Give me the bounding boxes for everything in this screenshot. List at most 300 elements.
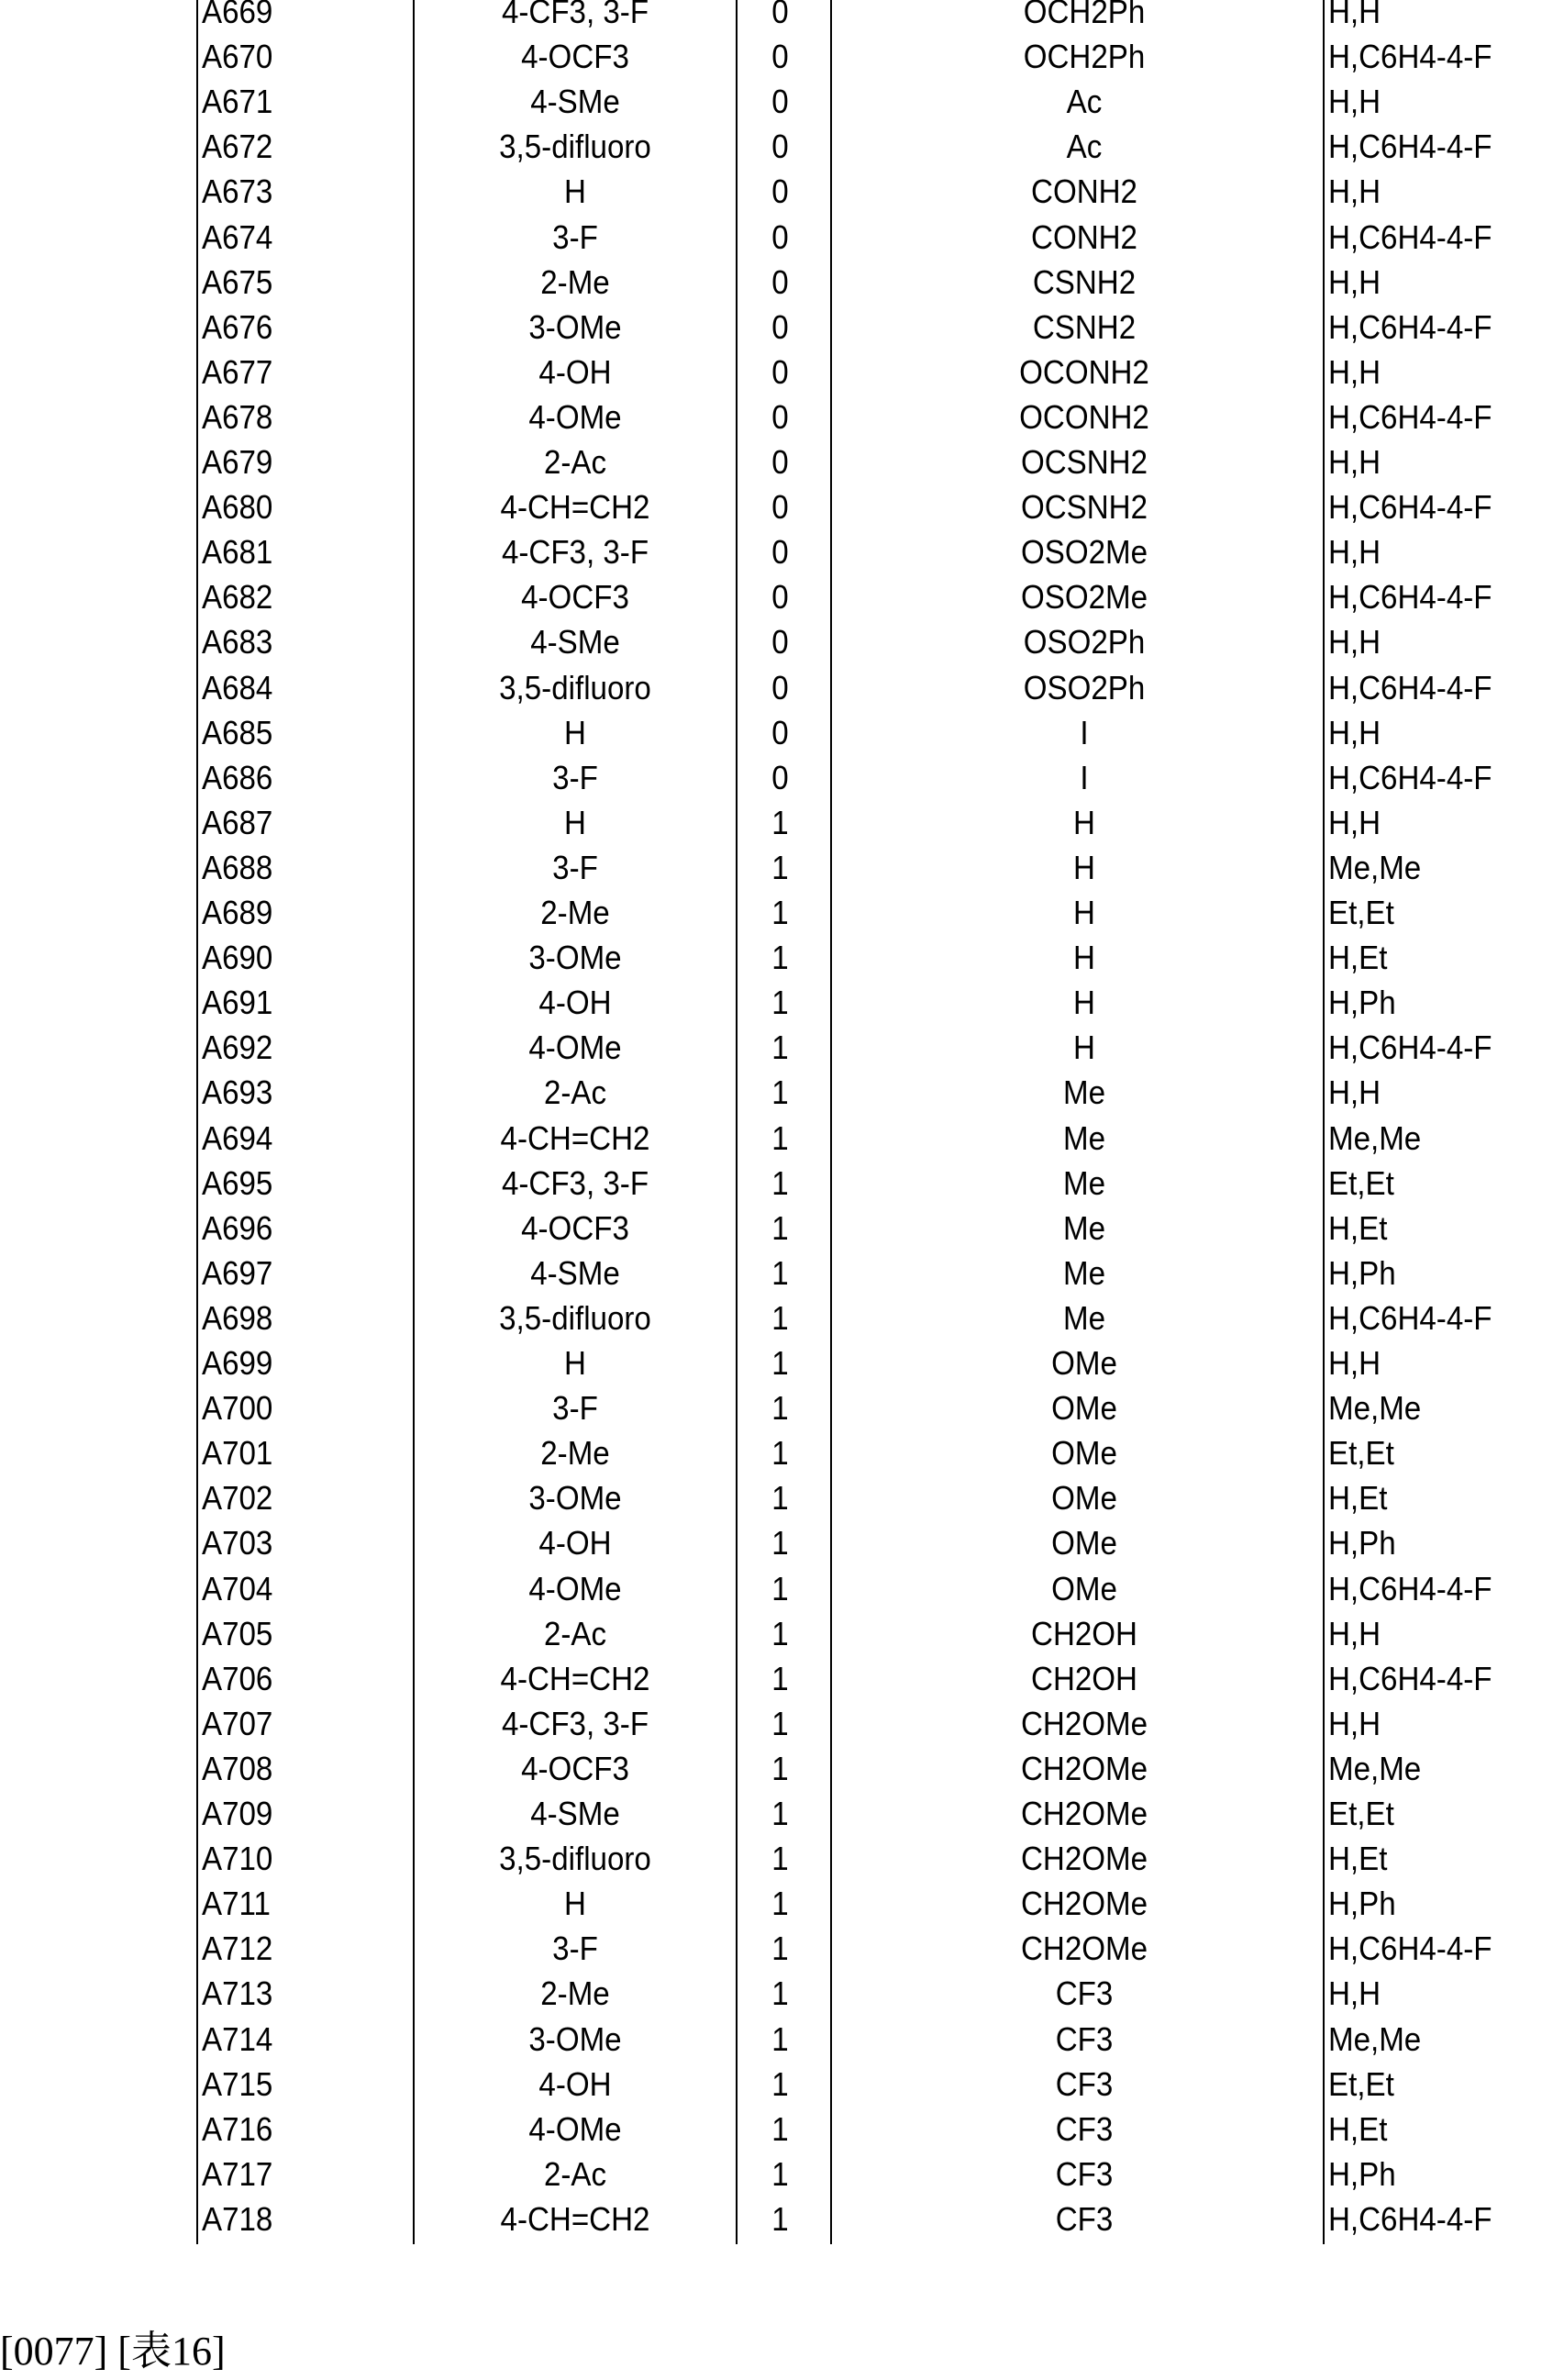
r-pair-cell: H,H: [1328, 529, 1381, 574]
r-pair-cell: H,Et: [1328, 1475, 1387, 1520]
substituent-cell: 2-Me: [427, 1430, 724, 1475]
substituent-cell: 3-F: [427, 215, 724, 260]
r-group-cell: OMe: [853, 1430, 1315, 1475]
r-group-cell: OCONH2: [853, 395, 1315, 439]
n-value-cell: 1: [740, 1206, 820, 1251]
compound-id-cell: A709: [202, 1791, 272, 1836]
r-pair-cell: H,C6H4-4-F: [1328, 1296, 1492, 1340]
r-group-cell: CF3: [853, 2196, 1315, 2241]
r-group-cell: OCH2Ph: [853, 34, 1315, 79]
substituent-cell: 4-OMe: [427, 395, 724, 439]
substituent-cell: 4-SMe: [427, 79, 724, 124]
compound-id-cell: A697: [202, 1251, 272, 1296]
r-group-cell: OMe: [853, 1475, 1315, 1520]
r-pair-cell: Me,Me: [1328, 845, 1421, 890]
n-value-cell: 0: [740, 619, 820, 664]
compound-id-cell: A695: [202, 1161, 272, 1206]
compound-id-cell: A715: [202, 2062, 272, 2107]
table-row: [0, 1701, 1553, 1746]
r-pair-cell: Me,Me: [1328, 1116, 1421, 1161]
n-value-cell: 1: [740, 1746, 820, 1791]
r-pair-cell: H,C6H4-4-F: [1328, 34, 1492, 79]
r-pair-cell: H,C6H4-4-F: [1328, 1656, 1492, 1701]
substituent-cell: 3-F: [427, 1926, 724, 1971]
r-pair-cell: H,C6H4-4-F: [1328, 395, 1492, 439]
substituent-cell: 4-OH: [427, 350, 724, 395]
r-group-cell: CONH2: [853, 215, 1315, 260]
table-row: [0, 1520, 1553, 1565]
r-pair-cell: H,H: [1328, 619, 1381, 664]
n-value-cell: 1: [740, 890, 820, 935]
substituent-cell: H: [427, 710, 724, 755]
compound-id-cell: A687: [202, 800, 272, 845]
r-group-cell: OMe: [853, 1520, 1315, 1565]
table-row: [0, 1566, 1553, 1611]
compound-id-cell: A676: [202, 305, 272, 350]
r-pair-cell: H,H: [1328, 1971, 1381, 2016]
substituent-cell: 4-CH=CH2: [427, 1116, 724, 1161]
compound-id-cell: A712: [202, 1926, 272, 1971]
table-row: [0, 800, 1553, 845]
compound-id-cell: A706: [202, 1656, 272, 1701]
n-value-cell: 1: [740, 1430, 820, 1475]
table-row: [0, 1746, 1553, 1791]
r-group-cell: Me: [853, 1070, 1315, 1115]
substituent-cell: 4-CF3, 3-F: [427, 1161, 724, 1206]
r-group-cell: CH2OH: [853, 1656, 1315, 1701]
n-value-cell: 0: [740, 34, 820, 79]
substituent-cell: 3,5-difluoro: [427, 665, 724, 710]
table-row: [0, 124, 1553, 169]
compound-id-cell: A708: [202, 1746, 272, 1791]
r-pair-cell: Et,Et: [1328, 2062, 1394, 2107]
r-pair-cell: Et,Et: [1328, 1791, 1394, 1836]
table-row: [0, 574, 1553, 619]
table-row: [0, 1070, 1553, 1115]
r-group-cell: CH2OMe: [853, 1701, 1315, 1746]
table-row: [0, 1791, 1553, 1836]
compound-id-cell: A688: [202, 845, 272, 890]
substituent-cell: 4-OMe: [427, 1025, 724, 1070]
compound-id-cell: A701: [202, 1430, 272, 1475]
n-value-cell: 1: [740, 1475, 820, 1520]
table-row: [0, 1025, 1553, 1070]
n-value-cell: 1: [740, 2062, 820, 2107]
r-pair-cell: H,H: [1328, 0, 1381, 34]
r-group-cell: CH2OMe: [853, 1926, 1315, 1971]
r-pair-cell: H,Ph: [1328, 1251, 1396, 1296]
r-group-cell: CSNH2: [853, 305, 1315, 350]
compound-id-cell: A680: [202, 484, 272, 529]
r-group-cell: I: [853, 755, 1315, 800]
r-group-cell: H: [853, 845, 1315, 890]
r-group-cell: CH2OMe: [853, 1746, 1315, 1791]
compound-id-cell: A705: [202, 1611, 272, 1656]
table-row: [0, 260, 1553, 305]
compound-id-cell: A693: [202, 1070, 272, 1115]
substituent-cell: 3-OMe: [427, 935, 724, 980]
r-group-cell: CSNH2: [853, 260, 1315, 305]
n-value-cell: 1: [740, 845, 820, 890]
r-group-cell: OSO2Me: [853, 574, 1315, 619]
r-group-cell: H: [853, 935, 1315, 980]
compound-id-cell: A698: [202, 1296, 272, 1340]
compound-id-cell: A710: [202, 1836, 272, 1881]
n-value-cell: 0: [740, 169, 820, 214]
r-pair-cell: H,Ph: [1328, 980, 1396, 1025]
table-row: [0, 484, 1553, 529]
substituent-cell: 3,5-difluoro: [427, 1296, 724, 1340]
compound-id-cell: A694: [202, 1116, 272, 1161]
compound-id-cell: A702: [202, 1475, 272, 1520]
r-pair-cell: H,C6H4-4-F: [1328, 2196, 1492, 2241]
table-row: [0, 1881, 1553, 1926]
n-value-cell: 0: [740, 439, 820, 484]
n-value-cell: 1: [740, 1116, 820, 1161]
substituent-cell: 4-CH=CH2: [427, 2196, 724, 2241]
compound-id-cell: A716: [202, 2107, 272, 2152]
n-value-cell: 1: [740, 800, 820, 845]
table-row: [0, 1971, 1553, 2016]
r-group-cell: H: [853, 980, 1315, 1025]
paragraph-table-label: [0077] [表16]: [0, 2318, 226, 2376]
substituent-cell: 2-Me: [427, 260, 724, 305]
table-row: [0, 935, 1553, 980]
r-pair-cell: H,Ph: [1328, 1881, 1396, 1926]
table-row: [0, 665, 1553, 710]
r-group-cell: Me: [853, 1161, 1315, 1206]
r-group-cell: H: [853, 800, 1315, 845]
n-value-cell: 0: [740, 665, 820, 710]
n-value-cell: 1: [740, 1340, 820, 1385]
r-pair-cell: H,H: [1328, 1611, 1381, 1656]
r-group-cell: CF3: [853, 1971, 1315, 2016]
n-value-cell: 1: [740, 1385, 820, 1430]
substituent-cell: 3-F: [427, 845, 724, 890]
table-row: [0, 1161, 1553, 1206]
n-value-cell: 1: [740, 1296, 820, 1340]
compound-id-cell: A686: [202, 755, 272, 800]
table-row: [0, 1340, 1553, 1385]
table-row: [0, 215, 1553, 260]
substituent-cell: H: [427, 1340, 724, 1385]
r-group-cell: OSO2Ph: [853, 665, 1315, 710]
r-group-cell: Ac: [853, 79, 1315, 124]
substituent-cell: 4-CH=CH2: [427, 1656, 724, 1701]
compound-id-cell: A683: [202, 619, 272, 664]
r-group-cell: OCSNH2: [853, 439, 1315, 484]
r-pair-cell: H,H: [1328, 710, 1381, 755]
r-pair-cell: H,C6H4-4-F: [1328, 215, 1492, 260]
n-value-cell: 1: [740, 2017, 820, 2062]
compound-id-cell: A690: [202, 935, 272, 980]
n-value-cell: 1: [740, 980, 820, 1025]
substituent-cell: 4-SMe: [427, 1251, 724, 1296]
compound-id-cell: A692: [202, 1025, 272, 1070]
table-row: [0, 2196, 1553, 2241]
compound-id-cell: A718: [202, 2196, 272, 2241]
r-pair-cell: H,C6H4-4-F: [1328, 124, 1492, 169]
r-group-cell: CONH2: [853, 169, 1315, 214]
r-group-cell: CF3: [853, 2152, 1315, 2196]
substituent-cell: 4-CF3, 3-F: [427, 0, 724, 34]
substituent-cell: 4-OH: [427, 1520, 724, 1565]
r-pair-cell: Me,Me: [1328, 2017, 1421, 2062]
substituent-cell: 2-Ac: [427, 1611, 724, 1656]
r-pair-cell: H,H: [1328, 1701, 1381, 1746]
n-value-cell: 0: [740, 710, 820, 755]
substituent-cell: 3-OMe: [427, 1475, 724, 1520]
n-value-cell: 1: [740, 1791, 820, 1836]
table-row: [0, 2107, 1553, 2152]
substituent-cell: 4-CF3, 3-F: [427, 1701, 724, 1746]
compound-id-cell: A669: [202, 0, 272, 34]
r-group-cell: Ac: [853, 124, 1315, 169]
substituent-cell: 2-Ac: [427, 2152, 724, 2196]
table-row: [0, 34, 1553, 79]
table-row: [0, 529, 1553, 574]
r-pair-cell: H,H: [1328, 260, 1381, 305]
r-pair-cell: H,C6H4-4-F: [1328, 305, 1492, 350]
r-group-cell: CF3: [853, 2062, 1315, 2107]
compound-id-cell: A713: [202, 1971, 272, 2016]
table-row: [0, 845, 1553, 890]
r-group-cell: OMe: [853, 1385, 1315, 1430]
substituent-cell: 3-OMe: [427, 2017, 724, 2062]
r-pair-cell: Et,Et: [1328, 1161, 1394, 1206]
n-value-cell: 0: [740, 0, 820, 34]
r-pair-cell: H,H: [1328, 1070, 1381, 1115]
substituent-cell: 4-OMe: [427, 2107, 724, 2152]
substituent-cell: 3,5-difluoro: [427, 124, 724, 169]
table-row: [0, 1475, 1553, 1520]
n-value-cell: 1: [740, 1566, 820, 1611]
compound-id-cell: A678: [202, 395, 272, 439]
n-value-cell: 1: [740, 2152, 820, 2196]
n-value-cell: 0: [740, 755, 820, 800]
compound-id-cell: A691: [202, 980, 272, 1025]
table-row: [0, 710, 1553, 755]
r-group-cell: OCSNH2: [853, 484, 1315, 529]
table-row: [0, 890, 1553, 935]
r-pair-cell: H,H: [1328, 169, 1381, 214]
r-group-cell: CH2OH: [853, 1611, 1315, 1656]
table-row: [0, 1611, 1553, 1656]
r-pair-cell: H,H: [1328, 439, 1381, 484]
substituent-cell: H: [427, 169, 724, 214]
substituent-cell: 4-OH: [427, 2062, 724, 2107]
table-row: [0, 755, 1553, 800]
r-group-cell: Me: [853, 1206, 1315, 1251]
n-value-cell: 0: [740, 215, 820, 260]
n-value-cell: 1: [740, 1971, 820, 2016]
n-value-cell: 0: [740, 484, 820, 529]
table-row: [0, 2062, 1553, 2107]
compound-id-cell: A685: [202, 710, 272, 755]
substituent-cell: H: [427, 1881, 724, 1926]
r-pair-cell: H,H: [1328, 800, 1381, 845]
substituent-cell: 4-CF3, 3-F: [427, 529, 724, 574]
r-pair-cell: H,C6H4-4-F: [1328, 574, 1492, 619]
r-group-cell: OSO2Ph: [853, 619, 1315, 664]
substituent-cell: 2-Me: [427, 1971, 724, 2016]
n-value-cell: 1: [740, 1926, 820, 1971]
compound-id-cell: A684: [202, 665, 272, 710]
compound-id-cell: A700: [202, 1385, 272, 1430]
table-row: [0, 2152, 1553, 2196]
compound-id-cell: A677: [202, 350, 272, 395]
n-value-cell: 1: [740, 1070, 820, 1115]
table-row: [0, 1296, 1553, 1340]
r-pair-cell: H,H: [1328, 350, 1381, 395]
r-pair-cell: H,H: [1328, 79, 1381, 124]
compound-id-cell: A682: [202, 574, 272, 619]
r-pair-cell: H,C6H4-4-F: [1328, 1025, 1492, 1070]
table-row: [0, 79, 1553, 124]
n-value-cell: 0: [740, 79, 820, 124]
substituent-cell: 3-OMe: [427, 305, 724, 350]
r-group-cell: H: [853, 1025, 1315, 1070]
substituent-cell: 4-SMe: [427, 619, 724, 664]
substituent-cell: 4-OCF3: [427, 574, 724, 619]
table-row: [0, 980, 1553, 1025]
compound-id-cell: A673: [202, 169, 272, 214]
r-group-cell: I: [853, 710, 1315, 755]
n-value-cell: 1: [740, 1025, 820, 1070]
r-group-cell: OSO2Me: [853, 529, 1315, 574]
r-group-cell: OMe: [853, 1566, 1315, 1611]
substituent-cell: 3-F: [427, 1385, 724, 1430]
r-pair-cell: H,C6H4-4-F: [1328, 484, 1492, 529]
n-value-cell: 1: [740, 1161, 820, 1206]
n-value-cell: 1: [740, 1701, 820, 1746]
compound-id-cell: A699: [202, 1340, 272, 1385]
compound-id-cell: A704: [202, 1566, 272, 1611]
substituent-cell: 2-Me: [427, 890, 724, 935]
substituent-cell: 4-OMe: [427, 1566, 724, 1611]
n-value-cell: 1: [740, 1611, 820, 1656]
n-value-cell: 0: [740, 529, 820, 574]
compound-id-cell: A711: [202, 1881, 271, 1926]
n-value-cell: 0: [740, 124, 820, 169]
compound-id-cell: A671: [202, 79, 272, 124]
compound-id-cell: A707: [202, 1701, 272, 1746]
r-pair-cell: H,Ph: [1328, 1520, 1396, 1565]
compound-id-cell: A696: [202, 1206, 272, 1251]
compound-id-cell: A689: [202, 890, 272, 935]
substituent-cell: 3,5-difluoro: [427, 1836, 724, 1881]
r-group-cell: OCONH2: [853, 350, 1315, 395]
r-group-cell: CH2OMe: [853, 1836, 1315, 1881]
compound-id-cell: A703: [202, 1520, 272, 1565]
substituent-cell: 2-Ac: [427, 1070, 724, 1115]
r-group-cell: H: [853, 890, 1315, 935]
r-pair-cell: Et,Et: [1328, 890, 1394, 935]
table-row: [0, 350, 1553, 395]
table-row: [0, 1926, 1553, 1971]
table-row: [0, 2017, 1553, 2062]
r-pair-cell: H,C6H4-4-F: [1328, 755, 1492, 800]
table-row: [0, 619, 1553, 664]
r-group-cell: CF3: [853, 2017, 1315, 2062]
n-value-cell: 1: [740, 2196, 820, 2241]
n-value-cell: 0: [740, 260, 820, 305]
r-pair-cell: H,Et: [1328, 1836, 1387, 1881]
compound-id-cell: A681: [202, 529, 272, 574]
n-value-cell: 0: [740, 305, 820, 350]
table-row: [0, 395, 1553, 439]
n-value-cell: 1: [740, 1251, 820, 1296]
substituent-cell: 4-SMe: [427, 1791, 724, 1836]
r-pair-cell: Me,Me: [1328, 1385, 1421, 1430]
substituent-cell: 2-Ac: [427, 439, 724, 484]
substituent-cell: 4-OCF3: [427, 1746, 724, 1791]
n-value-cell: 0: [740, 395, 820, 439]
table-row: [0, 1430, 1553, 1475]
substituent-cell: 4-CH=CH2: [427, 484, 724, 529]
table-row: [0, 439, 1553, 484]
r-group-cell: Me: [853, 1116, 1315, 1161]
compound-id-cell: A674: [202, 215, 272, 260]
table-row: [0, 1656, 1553, 1701]
r-group-cell: Me: [853, 1251, 1315, 1296]
n-value-cell: 1: [740, 1520, 820, 1565]
substituent-cell: 4-OH: [427, 980, 724, 1025]
r-group-cell: OCH2Ph: [853, 0, 1315, 34]
table-row: [0, 1385, 1553, 1430]
r-pair-cell: Et,Et: [1328, 1430, 1394, 1475]
n-value-cell: 1: [740, 935, 820, 980]
r-pair-cell: H,Et: [1328, 2107, 1387, 2152]
compound-id-cell: A670: [202, 34, 272, 79]
substituent-cell: H: [427, 800, 724, 845]
substituent-cell: 4-OCF3: [427, 1206, 724, 1251]
r-pair-cell: H,C6H4-4-F: [1328, 665, 1492, 710]
compound-id-cell: A675: [202, 260, 272, 305]
r-group-cell: CF3: [853, 2107, 1315, 2152]
n-value-cell: 1: [740, 1881, 820, 1926]
table-row: [0, 169, 1553, 214]
r-pair-cell: H,Et: [1328, 1206, 1387, 1251]
table-row: [0, 1116, 1553, 1161]
r-pair-cell: H,C6H4-4-F: [1328, 1926, 1492, 1971]
substituent-cell: 4-OCF3: [427, 34, 724, 79]
table-row: [0, 305, 1553, 350]
n-value-cell: 1: [740, 1836, 820, 1881]
n-value-cell: 1: [740, 1656, 820, 1701]
compound-id-cell: A679: [202, 439, 272, 484]
r-group-cell: CH2OMe: [853, 1791, 1315, 1836]
table-row: [0, 0, 1553, 34]
compound-id-cell: A717: [202, 2152, 272, 2196]
table-row: [0, 1251, 1553, 1296]
r-group-cell: Me: [853, 1296, 1315, 1340]
table-row: [0, 1206, 1553, 1251]
table-row: [0, 1836, 1553, 1881]
compound-id-cell: A714: [202, 2017, 272, 2062]
r-pair-cell: H,C6H4-4-F: [1328, 1566, 1492, 1611]
n-value-cell: 1: [740, 2107, 820, 2152]
n-value-cell: 0: [740, 574, 820, 619]
r-pair-cell: H,Ph: [1328, 2152, 1396, 2196]
r-group-cell: CH2OMe: [853, 1881, 1315, 1926]
r-pair-cell: Me,Me: [1328, 1746, 1421, 1791]
r-pair-cell: H,H: [1328, 1340, 1381, 1385]
substituent-cell: 3-F: [427, 755, 724, 800]
r-group-cell: OMe: [853, 1340, 1315, 1385]
r-pair-cell: H,Et: [1328, 935, 1387, 980]
compound-id-cell: A672: [202, 124, 272, 169]
